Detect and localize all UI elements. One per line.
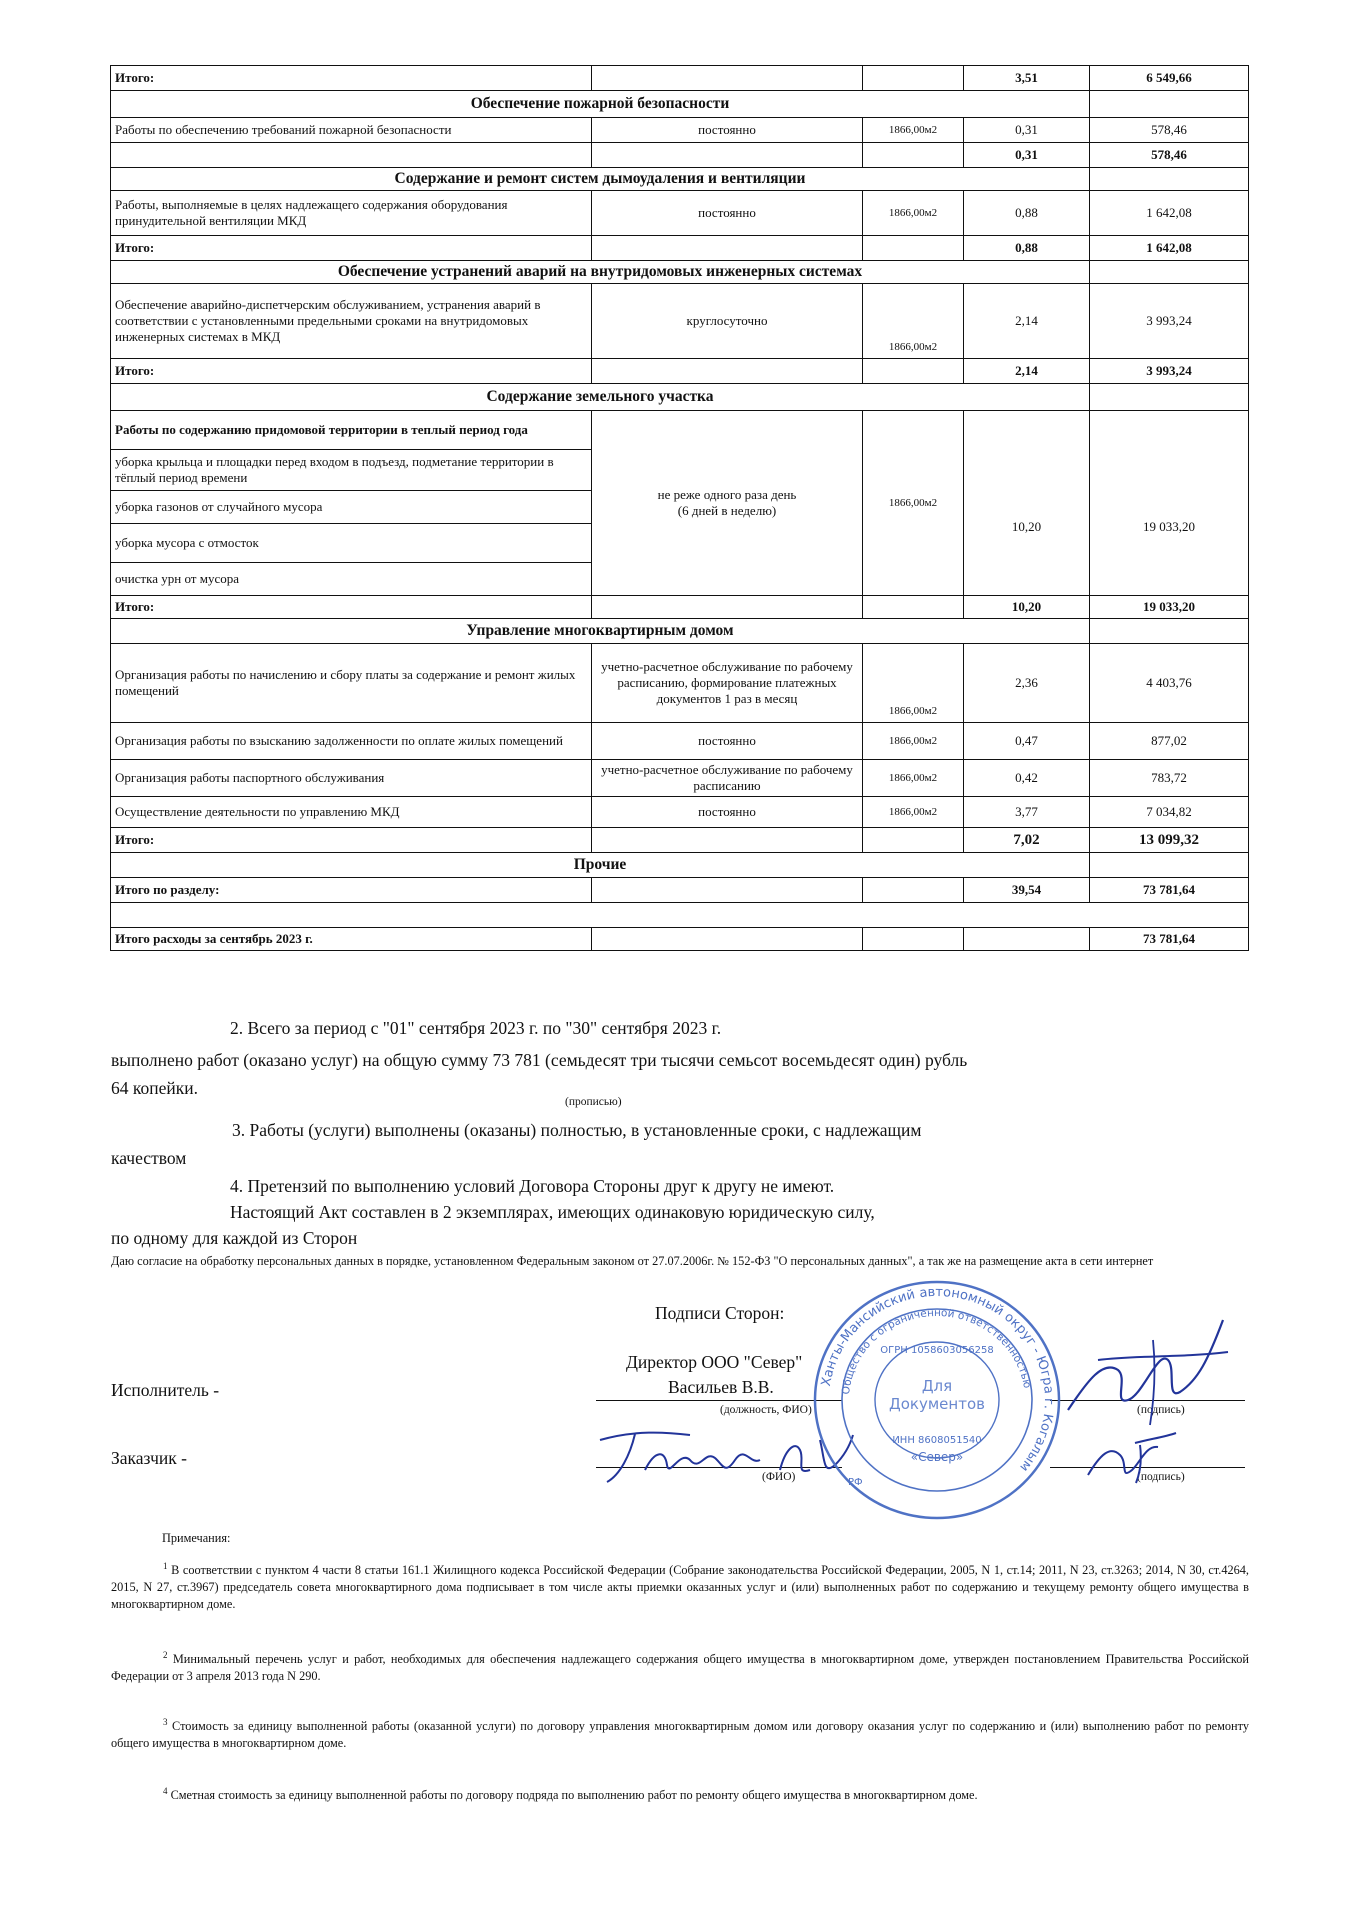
work-area: 1866,00м2 (863, 284, 964, 359)
section-header-row (111, 91, 1249, 118)
notes-title: Примечания: (162, 1531, 231, 1545)
total-sum: 578,46 (1090, 143, 1249, 168)
item-row (111, 118, 1249, 143)
section-header-row (111, 168, 1249, 191)
note-item (111, 1647, 1249, 1685)
total-sum: 13 099,32 (1090, 828, 1249, 853)
empty-cell (863, 236, 964, 261)
work-rate: 0,47 (964, 723, 1090, 760)
total-sum: 6 549,66 (1090, 66, 1249, 91)
empty-cell (863, 928, 964, 951)
note-text: В соответствии с пунктом 4 части 8 статьи 161.1 Жилищного кодекса Российской Федерации (Собрание законодательства Российской Федерации, 2005, N 1, ст.14; 2011, N 23, ст.3263; 2014, N 30, ст.4264, 2015, N 27, ст.3967) председатель совета многоквартирного дома подписывает в том числе акты приемки оказанных услуг и (или) выполненных работ по содержанию и текущему ремонту общего имущества в многоквартирном доме. (111, 1563, 1249, 1612)
section-total-row (111, 878, 1249, 903)
total-sum: 1 642,08 (1090, 236, 1249, 261)
total-row (111, 596, 1249, 619)
stamp-center-2: Документов (889, 1395, 985, 1413)
empty-cell (863, 359, 964, 384)
executor-caption: (должность, ФИО) (720, 1404, 812, 1416)
note-number: 2 (163, 1650, 168, 1660)
work-sum: 877,02 (1090, 723, 1249, 760)
executor-line (596, 1400, 842, 1401)
work-rate: 2,14 (964, 284, 1090, 359)
empty-cell (1090, 619, 1249, 644)
organization-stamp (810, 1275, 1065, 1525)
total-rate: 7,02 (964, 828, 1090, 853)
empty-cell (863, 878, 964, 903)
land-sum: 19 033,20 (1090, 411, 1249, 596)
work-rate: 3,77 (964, 797, 1090, 828)
total-rate: 10,20 (964, 596, 1090, 619)
section-title: Обеспечение устранений аварий на внутридомовых инженерных системах (111, 261, 1090, 284)
blank-cell (111, 903, 1249, 928)
empty-cell (1090, 168, 1249, 191)
paragraph-4: 4. Претензий по выполнению условий Договора Стороны друг к другу не имеют. (230, 1176, 835, 1196)
work-rate: 0,88 (964, 191, 1090, 236)
executor-position: Директор ООО "Север" (626, 1352, 803, 1372)
stamp-inn: ИНН 8608051540 (892, 1435, 982, 1446)
note-text: Стоимость за единицу выполненной работы (оказанной услуги) по договору управления многоквартирным домом или договору оказания услуг по содержанию и (или) выполнению работ по ремонту общего имущества в многоквартирном доме. (111, 1719, 1249, 1751)
stamp-ring-text: Ханты-Мансийский автономный округ - Югра г. Когалым (818, 1284, 1057, 1475)
section-header-row (111, 853, 1249, 878)
empty-cell (964, 928, 1090, 951)
note-number: 3 (163, 1717, 168, 1727)
section-total-rate: 39,54 (964, 878, 1090, 903)
work-name: Организация работы паспортного обслуживания (111, 760, 592, 797)
total-label: Итого: (111, 236, 592, 261)
work-area: 1866,00м2 (863, 760, 964, 797)
works-table (110, 65, 1249, 951)
work-period: учетно-расчетное обслуживание по рабочему расписанию, формирование платежных документов 1 раз в месяц (592, 644, 863, 723)
work-sum: 4 403,76 (1090, 644, 1249, 723)
section-title: Содержание и ремонт систем дымоудаления и вентиляции (111, 168, 1090, 191)
works-table-body (111, 66, 1249, 951)
executor-sign-caption: (подпись) (1137, 1404, 1185, 1416)
month-total-row (111, 928, 1249, 951)
work-rate: 0,42 (964, 760, 1090, 797)
month-total-label: Итого расходы за сентябрь 2023 г. (111, 928, 592, 951)
section-header-row (111, 384, 1249, 411)
total-rate: 0,31 (964, 143, 1090, 168)
stamp-inner-text: Общество с ограниченной ответственностью (840, 1306, 1034, 1396)
work-name: Организация работы по начислению и сбору платы за содержание и ремонт жилых помещений (111, 644, 592, 723)
work-period: постоянно (592, 797, 863, 828)
work-rate: 2,36 (964, 644, 1090, 723)
total-row (111, 236, 1249, 261)
land-period-line2: (6 дней в неделю) (677, 503, 777, 518)
note-number: 1 (163, 1561, 168, 1571)
work-area: 1866,00м2 (863, 191, 964, 236)
empty-cell (592, 596, 863, 619)
work-period: постоянно (592, 118, 863, 143)
paragraph-3-end: качеством (111, 1148, 187, 1168)
stamp-name: «Север» (910, 1450, 964, 1464)
consent-text: Даю согласие на обработку персональных данных в порядке, установленном Федеральным законом от 27.07.2006г. № 152-ФЗ "О персональных данных", а так же на размещение акта в сети интернет (111, 1254, 1154, 1268)
empty-cell (1090, 853, 1249, 878)
item-row (111, 644, 1249, 723)
executor-name: Васильев В.В. (668, 1377, 774, 1397)
work-sum: 1 642,08 (1090, 191, 1249, 236)
total-rate: 2,14 (964, 359, 1090, 384)
customer-label: Заказчик - (111, 1448, 187, 1468)
customer-signature (1080, 1425, 1180, 1485)
empty-cell (592, 66, 863, 91)
land-item: уборка крыльца и площадки перед входом в подъезд, подметание территории в тёплый период времени (111, 450, 592, 491)
total-row (111, 828, 1249, 853)
note-number: 4 (163, 1786, 168, 1796)
total-sum: 19 033,20 (1090, 596, 1249, 619)
land-period (592, 411, 863, 596)
note-item (111, 1558, 1249, 1613)
paragraph-5: Настоящий Акт составлен в 2 экземплярах, имеющих одинаковую юридическую силу, (230, 1202, 875, 1222)
item-row (111, 760, 1249, 797)
work-name: Работы по обеспечению требований пожарной безопасности (111, 118, 592, 143)
work-rate: 0,31 (964, 118, 1090, 143)
land-area: 1866,00м2 (863, 411, 964, 596)
total-label: Итого: (111, 66, 592, 91)
paragraph-2-sum: выполнено работ (оказано услуг) на общую сумму 73 781 (семьдесят три тысячи семьсот восемьдесят один) рубль (111, 1050, 968, 1070)
empty-cell (1090, 261, 1249, 284)
land-item: очистка урн от мусора (111, 563, 592, 596)
land-head-row (111, 411, 1249, 450)
paragraph-2: 2. Всего за период с "01" сентября 2023 г. по "30" сентября 2023 г. (230, 1018, 722, 1038)
empty-cell (863, 143, 964, 168)
customer-caption: (ФИО) (762, 1471, 796, 1483)
total-label (111, 143, 592, 168)
section-title: Обеспечение пожарной безопасности (111, 91, 1090, 118)
land-item: уборка мусора с отмосток (111, 524, 592, 563)
work-period: постоянно (592, 723, 863, 760)
section-total-label: Итого по разделу: (111, 878, 592, 903)
empty-cell (863, 66, 964, 91)
total-rate: 3,51 (964, 66, 1090, 91)
empty-cell (592, 359, 863, 384)
item-row (111, 797, 1249, 828)
empty-cell (592, 878, 863, 903)
empty-cell (1090, 384, 1249, 411)
land-rate: 10,20 (964, 411, 1090, 596)
total-label: Итого: (111, 359, 592, 384)
stamp-center-1: Для (921, 1377, 953, 1395)
empty-cell (592, 828, 863, 853)
work-sum: 3 993,24 (1090, 284, 1249, 359)
paragraph-3: 3. Работы (услуги) выполнены (оказаны) полностью, в установленные сроки, с надлежащим (232, 1120, 922, 1140)
note-item (111, 1714, 1249, 1752)
empty-cell (863, 828, 964, 853)
stamp-ogrn: ОГРН 1058603056258 (880, 1345, 994, 1356)
total-row (111, 143, 1249, 168)
work-period: постоянно (592, 191, 863, 236)
section-header-row (111, 619, 1249, 644)
section-title: Прочие (111, 853, 1090, 878)
signatures-title: Подписи Сторон: (655, 1303, 785, 1323)
work-period: круглосуточно (592, 284, 863, 359)
land-period-line1: не реже одного раза день (657, 487, 797, 502)
section-header-row (111, 261, 1249, 284)
total-label: Итого: (111, 596, 592, 619)
note-item (111, 1783, 1249, 1804)
month-total-sum: 73 781,64 (1090, 928, 1249, 951)
work-name: Обеспечение аварийно-диспетчерским обслуживанием, устранения аварий в соответствии с установленными предельными сроками на внутридомовых инженерных системах в МКД (111, 284, 592, 359)
executor-label: Исполнитель - (111, 1380, 220, 1400)
item-row (111, 191, 1249, 236)
work-area: 1866,00м2 (863, 723, 964, 760)
empty-cell (1090, 91, 1249, 118)
work-area: 1866,00м2 (863, 118, 964, 143)
note-text: Минимальный перечень услуг и работ, необходимых для обеспечения надлежащего содержания общего имущества в многоквартирном доме, утвержден постановлением Правительства Российской Федерации от 3 апреля 2013 года N 290. (111, 1652, 1249, 1684)
note-text: Сметная стоимость за единицу выполненной работы по договору подряда по выполнению работ по ремонту общего имущества в многоквартирном доме. (170, 1788, 978, 1803)
paragraph-5-end: по одному для каждой из Сторон (111, 1228, 358, 1248)
land-item: уборка газонов от случайного мусора (111, 491, 592, 524)
empty-cell (592, 928, 863, 951)
work-period: учетно-расчетное обслуживание по рабочему расписанию (592, 760, 863, 797)
total-row (111, 359, 1249, 384)
work-sum: 578,46 (1090, 118, 1249, 143)
section-title: Содержание земельного участка (111, 384, 1090, 411)
item-row (111, 723, 1249, 760)
paragraph-2-kopecks: 64 копейки. (111, 1078, 198, 1098)
work-area: 1866,00м2 (863, 644, 964, 723)
in-words-caption: (прописью) (565, 1096, 622, 1108)
empty-cell (592, 236, 863, 261)
total-row (111, 66, 1249, 91)
work-name: Работы, выполняемые в целях надлежащего содержания оборудования принудительной вентиляции МКД (111, 191, 592, 236)
total-sum: 3 993,24 (1090, 359, 1249, 384)
work-sum: 7 034,82 (1090, 797, 1249, 828)
land-head: Работы по содержанию придомовой территории в теплый период года (111, 411, 592, 450)
executor-signature (1058, 1300, 1238, 1430)
section-total-sum: 73 781,64 (1090, 878, 1249, 903)
total-label: Итого: (111, 828, 592, 853)
empty-cell (592, 143, 863, 168)
work-name: Осуществление деятельности по управлению МКД (111, 797, 592, 828)
customer-sign-caption: (подпись) (1137, 1471, 1185, 1483)
work-sum: 783,72 (1090, 760, 1249, 797)
blank-row (111, 903, 1249, 928)
item-row (111, 284, 1249, 359)
work-name: Организация работы по взысканию задолженности по оплате жилых помещений (111, 723, 592, 760)
total-rate: 0,88 (964, 236, 1090, 261)
section-title: Управление многоквартирным домом (111, 619, 1090, 644)
work-area: 1866,00м2 (863, 797, 964, 828)
empty-cell (863, 596, 964, 619)
stamp-rf: РФ (848, 1477, 863, 1488)
